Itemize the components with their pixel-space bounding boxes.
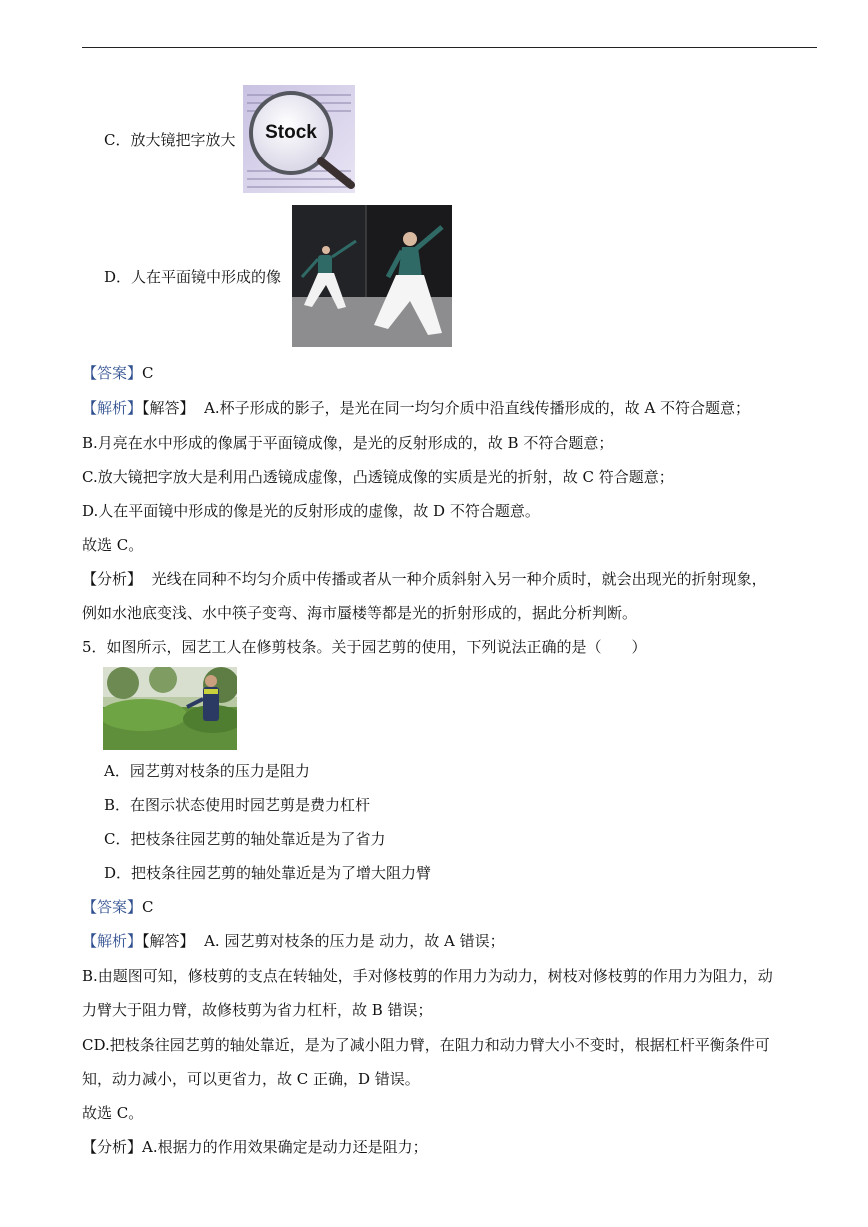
answer-value: C	[142, 364, 154, 382]
q5-option-d: D．把枝条往园艺剪的轴处靠近是为了增大阻力臂	[104, 864, 432, 882]
mirror-dancer-image	[292, 205, 452, 347]
analysis-tag: 【解析】	[82, 399, 143, 417]
q5-option-b: B．在图示状态使用时园艺剪是费力杠杆	[104, 796, 371, 814]
analysis-tag: 【解析】	[82, 932, 143, 950]
q4-solution-line4: D.人在平面镜中形成的像是光的反射形成的虚像，故 D 不符合题意。	[82, 502, 540, 520]
q5-solution-line3: 力臂大于阻力臂，故修枝剪为省力杠杆，故 B 错误；	[82, 1001, 433, 1019]
solution-text: A.杯子形成的影子，是光在同一均匀介质中沿直线传播形成的，故 A 不符合题意；	[204, 399, 751, 417]
stock-text: Stock	[265, 122, 317, 143]
solution-tag: 【解答】	[142, 399, 195, 417]
q5-solution-line2: B.由题图可知，修枝剪的支点在转轴处，手对修枝剪的作用力为动力，树枝对修枝剪的作用力为阻力，动	[82, 967, 773, 985]
solution-text: A. 园艺剪对枝条的压力是 动力，故 A 错误；	[204, 932, 505, 950]
q5-option-c: C．把枝条往园艺剪的轴处靠近是为了省力	[104, 830, 386, 848]
answer-value: C	[142, 898, 154, 916]
q4-option-d: D．人在平面镜中形成的像	[104, 268, 282, 286]
gardener-image	[103, 667, 237, 750]
q5-question: 5．如图所示，园艺工人在修剪枝条。关于园艺剪的使用，下列说法正确的是（ ）	[82, 638, 647, 656]
q4-conclusion: 故选 C。	[82, 536, 144, 554]
fenxi-text: 光线在同种不均匀介质中传播或者从一种介质斜射入另一种介质时，就会出现光的折射现象，	[151, 570, 767, 588]
fenxi-tag: 【分析】	[82, 570, 143, 588]
q4-solution-line2: B.月亮在水中形成的像属于平面镜成像，是光的反射形成的，故 B 不符合题意；	[82, 434, 614, 452]
q5-solution-line1	[82, 931, 505, 951]
q4-fenxi-line1	[82, 569, 767, 589]
q5-conclusion: 故选 C。	[82, 1104, 144, 1122]
q4-solution-line1	[82, 398, 750, 418]
answer-tag: 【答案】	[82, 364, 143, 382]
q5-option-a: A．园艺剪对枝条的压力是阻力	[104, 762, 310, 780]
q4-fenxi-line2: 例如水池底变浅、水中筷子变弯、海市蜃楼等都是光的折射形成的，据此分析判断。	[82, 604, 638, 622]
solution-tag: 【解答】	[142, 932, 195, 950]
q5-fenxi-line1	[82, 1137, 428, 1157]
q4-answer	[82, 363, 154, 383]
fenxi-tag: 【分析】	[82, 1138, 143, 1156]
magnifier-image	[243, 85, 355, 193]
fenxi-text: A.根据力的作用效果确定是动力还是阻力；	[142, 1138, 428, 1156]
q5-answer	[82, 897, 154, 917]
answer-tag: 【答案】	[82, 898, 143, 916]
q4-solution-line3: C.放大镜把字放大是利用凸透镜成虚像，凸透镜成像的实质是光的折射，故 C 符合题意；	[82, 468, 674, 486]
header-rule	[82, 47, 817, 48]
q5-solution-line5: 知，动力减小，可以更省力，故 C 正确，D 错误。	[82, 1070, 420, 1088]
q4-option-c: C．放大镜把字放大	[104, 131, 236, 149]
q5-solution-line4: CD.把枝条往园艺剪的轴处靠近，是为了减小阻力臂，在阻力和动力臂大小不变时，根据杠杆平衡条件可	[82, 1036, 770, 1054]
